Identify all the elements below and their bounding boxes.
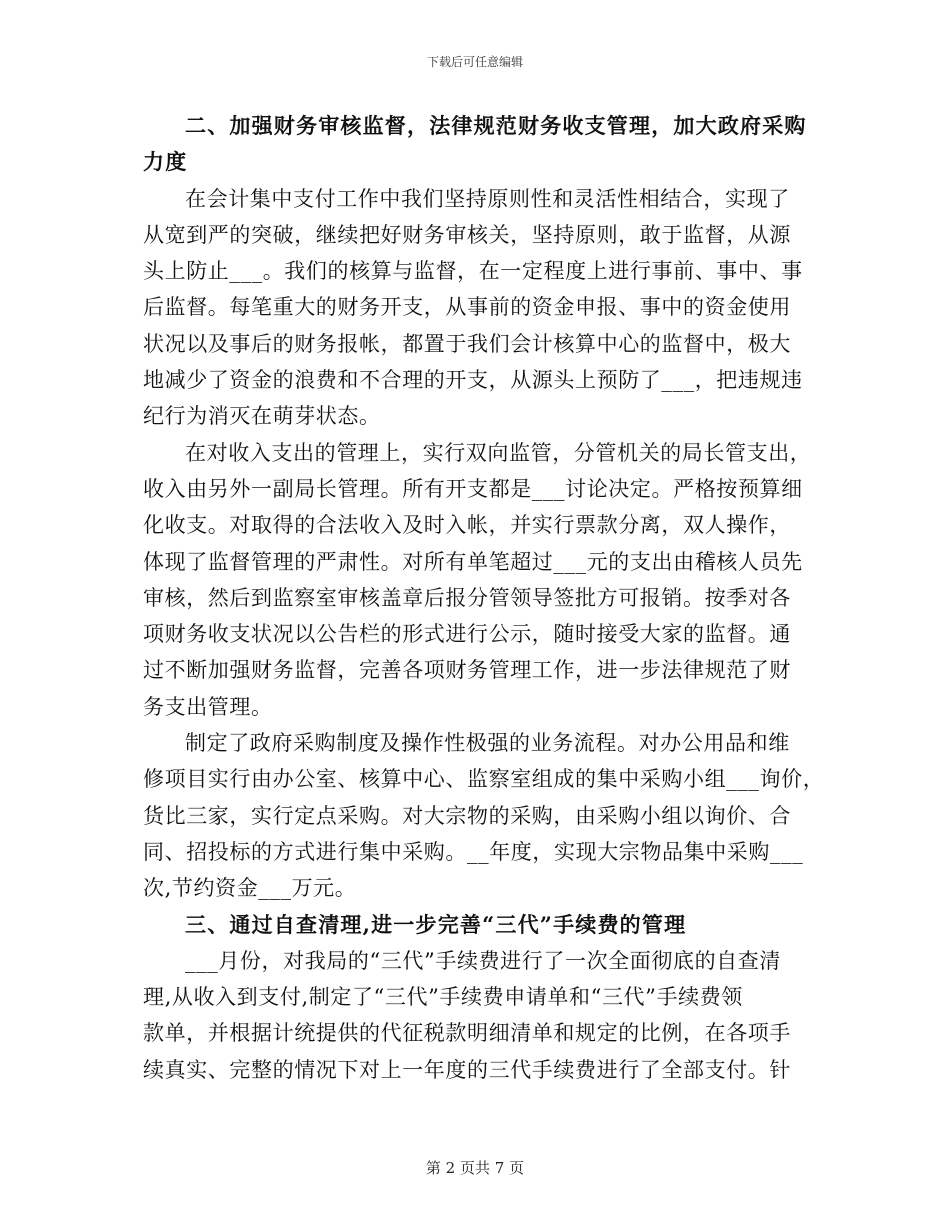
paragraph-line: 项财务收支状况以公告栏的形式进行公示，随时接受大家的监督。通	[143, 622, 791, 647]
section-heading: 三、通过自查清理,进一步完善“三代”手续费的管理	[185, 911, 687, 937]
document-body	[143, 108, 825, 1088]
paragraph-line: 后监督。每笔重大的财务开支，从事前的资金申报、事中的资金使用	[143, 295, 791, 320]
section-heading-continued: 力度	[143, 149, 188, 175]
paragraph-line: 续真实、完整的情况下对上一年度的三代手续费进行了全部支付。针	[143, 1057, 791, 1082]
paragraph-line: 收入由另外一副局长管理。所有开支都是___讨论决定。严格按预算细	[143, 476, 803, 501]
paragraph-line: 制定了政府采购制度及操作性极强的业务流程。对办公用品和维	[185, 731, 790, 756]
paragraph-line: 务支出管理。	[143, 694, 273, 719]
paragraph-line: 理,从收入到支付,制定了“三代”手续费申请单和“三代”手续费领	[143, 985, 743, 1010]
paragraph-line: 款单，并根据计统提供的代征税款明细清单和规定的比例，在各项手	[143, 1021, 791, 1046]
paragraph-line: 货比三家，实行定点采购。对大宗物的采购，由采购小组以询价、合	[143, 803, 791, 828]
paragraph-line: 修项目实行由办公室、核算中心、监察室组成的集中采购小组___询价，	[143, 767, 825, 792]
paragraph-line: ___月份，对我局的“三代”手续费进行了一次全面彻底的自查清	[185, 948, 781, 973]
paragraph-line: 过不断加强财务监督，完善各项财务管理工作，进一步法律规范了财	[143, 658, 791, 683]
paragraph-line: 在会计集中支付工作中我们坚持原则性和灵活性相结合，实现了	[185, 186, 790, 211]
paragraph-line: 审核，然后到监察室审核盖章后报分管领导签批方可报销。按季对各	[143, 585, 791, 610]
paragraph-line: 在对收入支出的管理上，实行双向监管，分管机关的局长管支出，	[185, 440, 812, 465]
page-header: 下载后可任意编辑	[426, 55, 523, 69]
paragraph-line: 纪行为消灭在萌芽状态。	[143, 404, 381, 429]
paragraph-line: 从宽到严的突破，继续把好财务审核关，坚持原则，敢于监督，从源	[143, 222, 791, 247]
section-heading: 二、加强财务审核监督，法律规范财务收支管理，加大政府采购	[185, 113, 807, 138]
paragraph-line: 状况以及事后的财务报帐，都置于我们会计核算中心的监督中，极大	[143, 331, 791, 356]
paragraph-line: 同、招投标的方式进行集中采购。__年度，实现大宗物品集中采购___	[143, 839, 804, 864]
paragraph-line: 体现了监督管理的严肃性。对所有单笔超过___元的支出由稽核人员先	[143, 549, 803, 574]
paragraph-line: 地减少了资金的浪费和不合理的开支，从源头上预防了___，把违规违	[143, 368, 803, 393]
paragraph-line: 头上防止___。我们的核算与监督，在一定程度上进行事前、事中、事	[143, 259, 803, 284]
paragraph-line: 次,节约资金___万元。	[143, 876, 357, 901]
paragraph-line: 化收支。对取得的合法收入及时入帐，并实行票款分离，双人操作，	[143, 513, 791, 538]
page-number-footer: 第 2 页共 7 页	[425, 1159, 525, 1177]
